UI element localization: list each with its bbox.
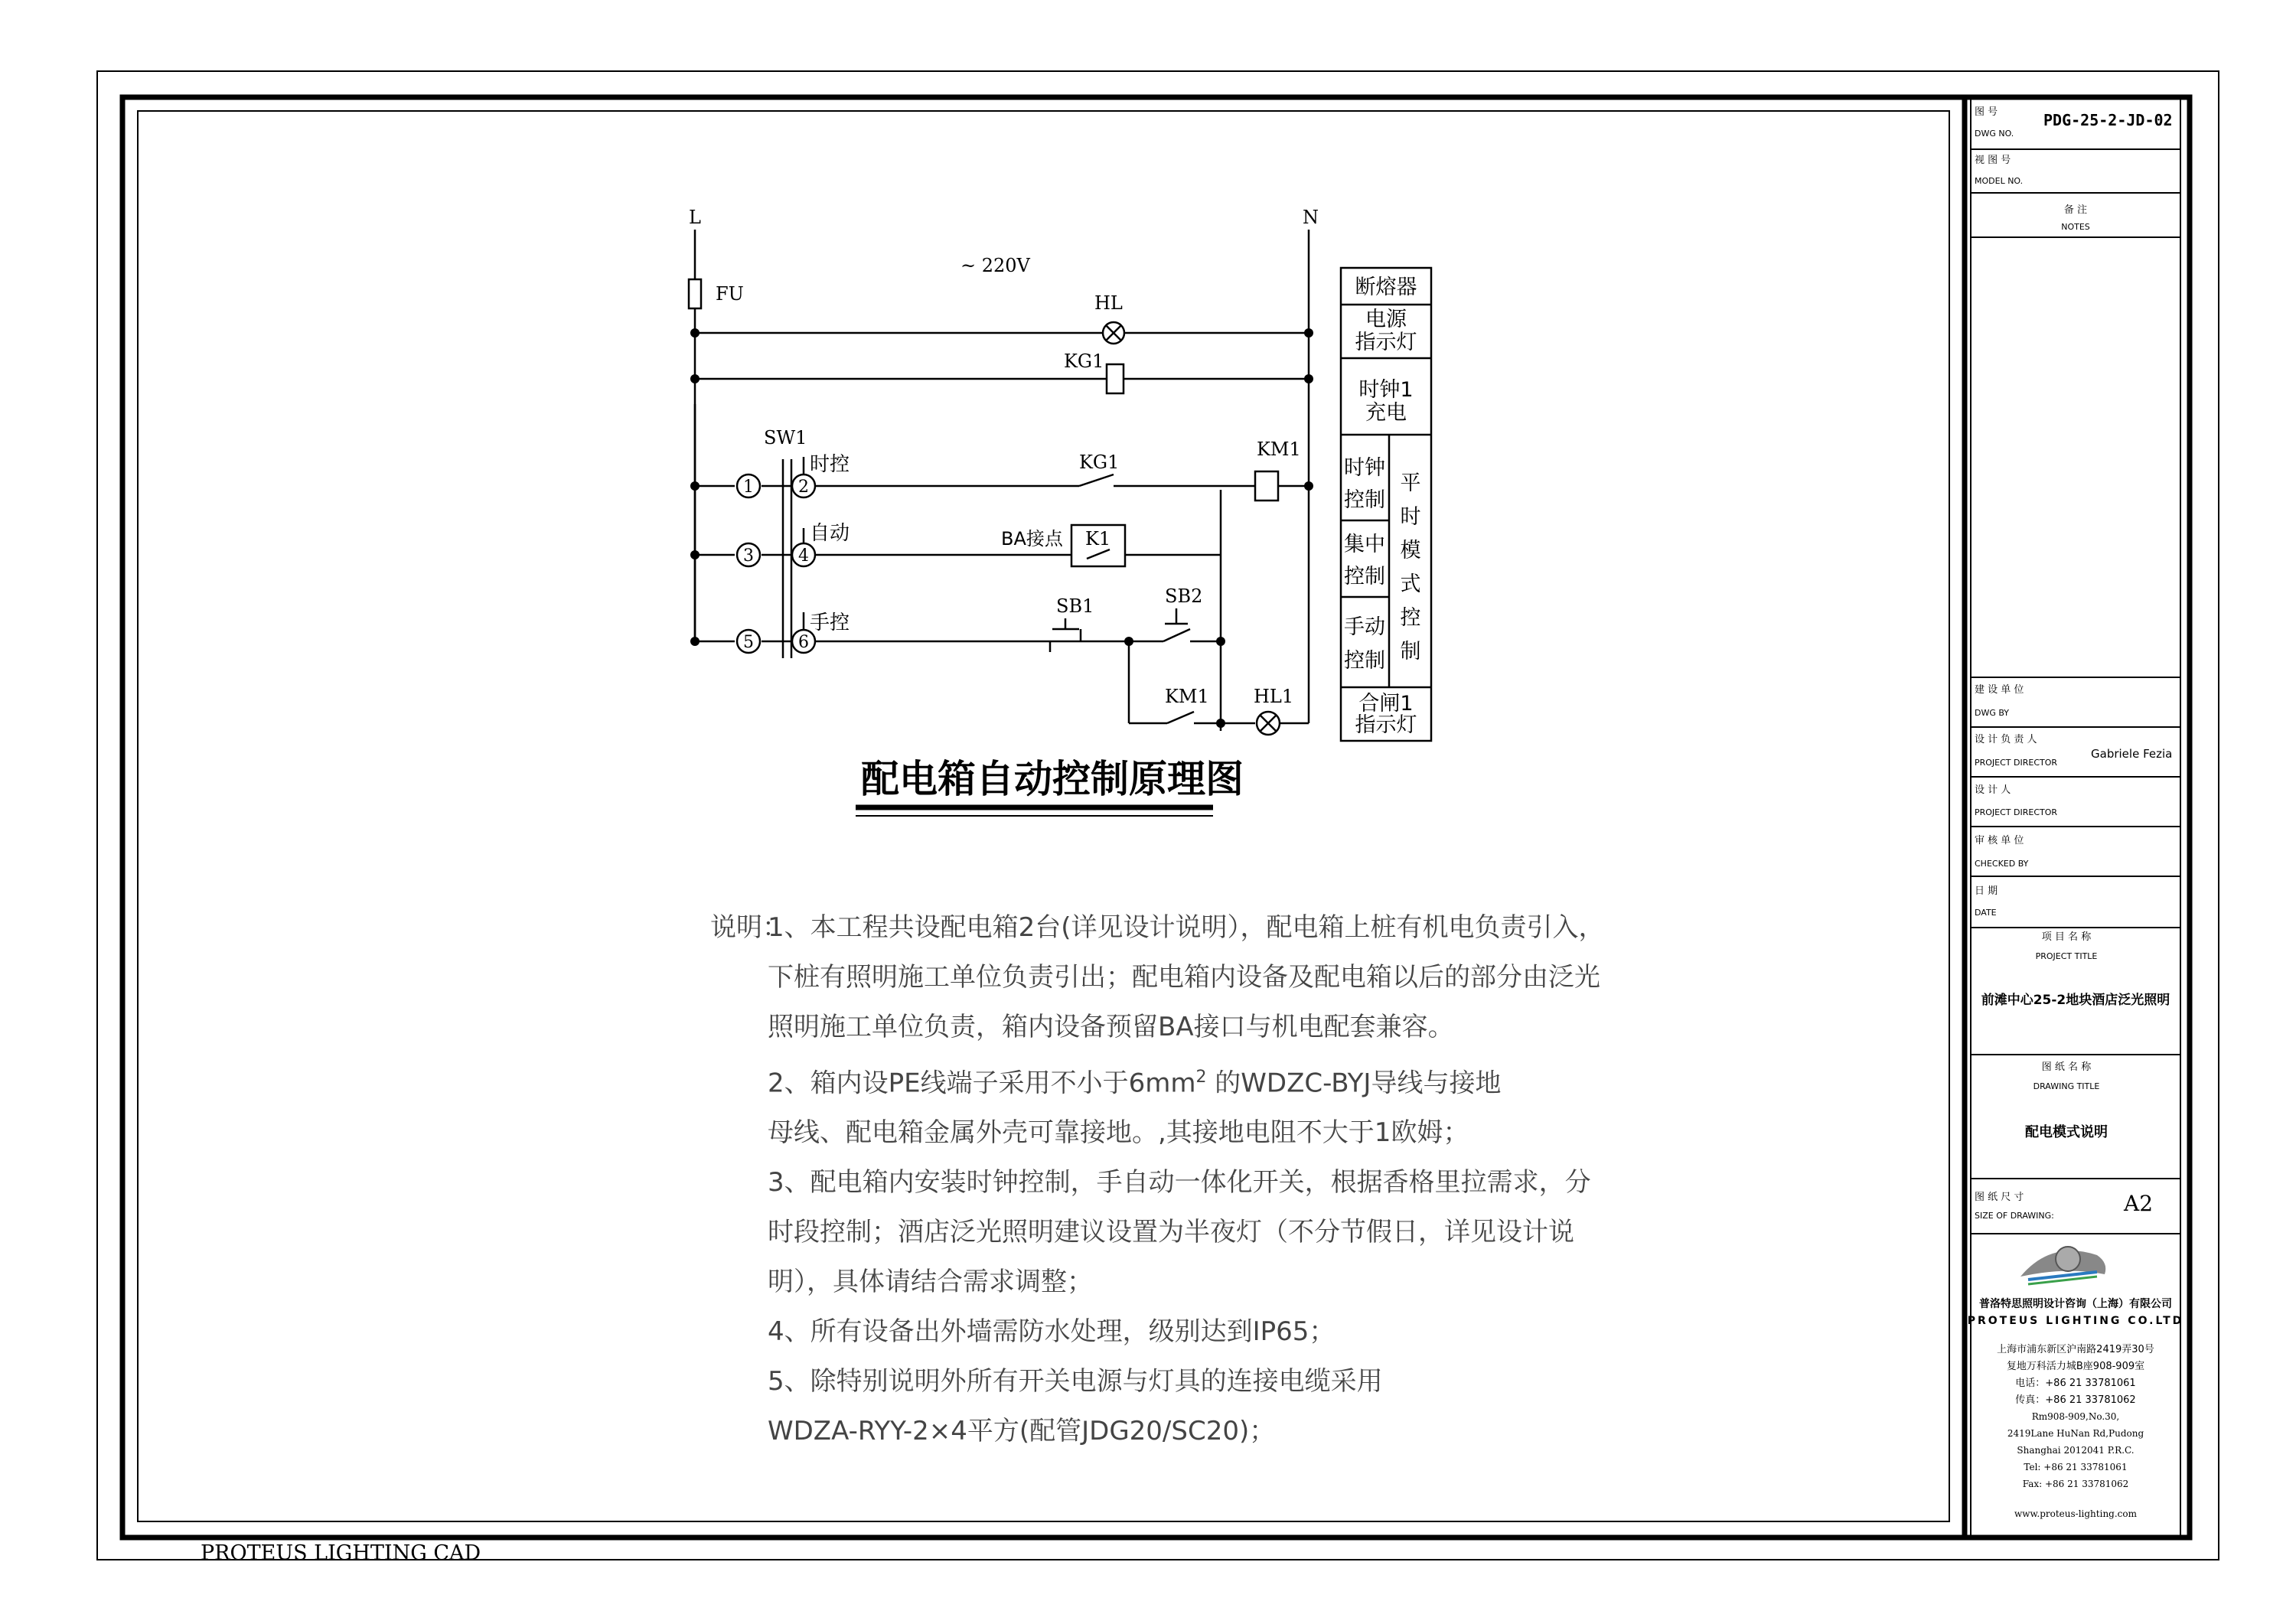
selector-num-4: 4 (798, 546, 809, 566)
mode-auto-label: 自动 (810, 522, 850, 545)
address-1: 上海市浦东新区沪南路2419弄30号 (1997, 1344, 2154, 1355)
dwg-by-cn: 建 设 单 位 (1975, 684, 2024, 696)
notes-lead: 说明： (710, 912, 788, 943)
aux-km1-label: KM1 (1165, 686, 1209, 707)
address-3: 电话：+86 21 33781061 (2015, 1378, 2136, 1389)
selector-num-6: 6 (798, 633, 809, 652)
legend-manual-2: 控制 (1344, 649, 1385, 673)
address-7: Shanghai 2012041 P.R.C. (2017, 1445, 2135, 1456)
legend-close-1: 合闸1 (1358, 692, 1414, 716)
legend-power-1: 电源 (1365, 308, 1407, 331)
legend-clock-2: 控制 (1344, 488, 1385, 512)
legend-charge-2: 充电 (1365, 401, 1407, 425)
notes-line-3: 照明施工单位负责，箱内设备预留BA接口与机电配套兼容。 (768, 1012, 1454, 1042)
company-logo-icon (2020, 1247, 2105, 1284)
mode-manual-label: 手控 (810, 611, 850, 634)
date-cn: 日 期 (1975, 885, 1998, 897)
legend-mode-6: 制 (1400, 640, 1421, 664)
diagram-title: 配电箱自动控制原理图 (861, 757, 1244, 801)
contactor-km1-label: KM1 (1257, 439, 1301, 460)
website: www.proteus-lighting.com (2014, 1508, 2138, 1519)
drawing-title: 配电模式说明 (2025, 1124, 2108, 1140)
legend-fuse: 断熔器 (1355, 276, 1417, 299)
project-en: PROJECT TITLE (2035, 951, 2098, 961)
checked-en: CHECKED BY (1975, 859, 2029, 869)
footer-text: PROTEUS LIGHTING CAD (201, 1541, 481, 1565)
notes-line-2: 下桩有照明施工单位负责引出；配电箱内设备及配电箱以后的部分由泛光 (768, 962, 1600, 993)
legend-mode-2: 时 (1400, 505, 1421, 529)
rail-n-label: N (1303, 207, 1319, 228)
fuse-symbol (689, 279, 701, 308)
address-9: Fax: +86 21 33781062 (2022, 1479, 2129, 1489)
notes-line-4: 2、箱内设PE线端子采用不小于$6mm^2$ 的WDZC-BYJ导线与接地 (768, 1068, 1502, 1099)
director-name: Gabriele Fezia (2091, 747, 2173, 761)
notes-line-6: 3、配电箱内安装时钟控制，手自动一体化开关，根据香格里拉需求，分 (768, 1167, 1591, 1198)
selector-num-2: 2 (798, 478, 809, 497)
ba-contact-label: BA接点 (1001, 528, 1063, 549)
address-2: 复地万科活力城B座908-909室 (2006, 1361, 2145, 1372)
address-5: Rm908-909,No.30, (2031, 1411, 2120, 1422)
notes-line-9: 4、所有设备出外墙需防水处理，级别达到IP65； (768, 1316, 1336, 1348)
designer-cn: 设 计 人 (1975, 784, 2011, 796)
size-value: A2 (2124, 1191, 2154, 1216)
mode-time-label: 时控 (810, 453, 850, 476)
relay-k1-label: K1 (1085, 528, 1111, 549)
project-title: 前滩中心25-2地块酒店泛光照明 (1981, 993, 2170, 1008)
dwg-no-en: DWG NO. (1975, 129, 2014, 139)
legend-central-2: 控制 (1344, 565, 1385, 589)
dwg-no-cn: 图 号 (1975, 106, 1998, 118)
design-notes (710, 903, 1605, 1456)
notes-cn: 备 注 (2063, 204, 2088, 216)
drawing-en: DRAWING TITLE (2033, 1081, 2100, 1091)
notes-line-7: 时段控制；酒店泛光照明建议设置为半夜灯（不分节假日，详见设计说 (768, 1217, 1574, 1248)
drawing-cn: 图 纸 名 称 (2041, 1061, 2092, 1073)
project-cn: 项 目 名 称 (2041, 931, 2092, 943)
button-sb2-label: SB2 (1165, 585, 1203, 607)
legend-manual-1: 手动 (1344, 615, 1385, 639)
address-4: 传真：+86 21 33781062 (2015, 1394, 2136, 1406)
director-en: PROJECT DIRECTOR (1975, 758, 2058, 768)
dwg-by-en: DWG BY (1975, 708, 2010, 718)
date-en: DATE (1975, 908, 1997, 918)
director-cn: 设 计 负 责 人 (1975, 734, 2037, 745)
address-8: Tel: +86 21 33781061 (2024, 1462, 2128, 1472)
fuse-label: FU (716, 283, 744, 305)
legend-charge-1: 时钟1 (1358, 378, 1414, 402)
dwg-no-value: PDG-25-2-JD-02 (2043, 111, 2173, 129)
legend-central-1: 集中 (1344, 533, 1385, 556)
notes-line-10: 5、除特别说明外所有开关电源与灯具的连接电缆采用 (768, 1366, 1383, 1397)
contactor-km1-coil (1255, 471, 1278, 501)
legend-clock-1: 时钟 (1344, 456, 1385, 480)
designer-en: PROJECT DIRECTOR (1975, 807, 2058, 817)
notes-line-11: WDZA-RYY-2×4平方(配管JDG20/SC20)； (768, 1416, 1276, 1447)
voltage-label: ~ 220V (960, 255, 1030, 276)
checked-cn: 审 核 单 位 (1975, 835, 2024, 846)
button-sb1-label: SB1 (1056, 595, 1094, 617)
notes-en: NOTES (2061, 222, 2090, 232)
notes-line-1: 说明：1、本工程共设配电箱2台(详见设计说明），配电箱上桩有机电负责引入， (710, 903, 1514, 953)
contact-kg1-label: KG1 (1079, 452, 1120, 473)
rail-l-label: L (689, 207, 701, 228)
coil-kg1-label: KG1 (1064, 351, 1104, 372)
notes-superscript: 2 (1195, 1068, 1207, 1087)
legend-mode-5: 控 (1400, 606, 1421, 630)
selector-label: SW1 (764, 427, 807, 448)
notes-line-5: 母线、配电箱金属外壳可靠接地。,其接地电阻不大于1欧姆； (768, 1117, 1469, 1149)
selector-num-1: 1 (743, 478, 754, 497)
address-6: 2419Lane HuNan Rd,Pudong (2007, 1428, 2144, 1439)
legend-mode-1: 平 (1400, 471, 1421, 495)
legend-mode-3: 模 (1400, 539, 1421, 563)
model-no-cn: 视 图 号 (1975, 155, 2011, 166)
notes-line-8: 明），具体请结合需求调整； (768, 1267, 1093, 1298)
company-name-cn: 普洛特思照明设计咨询（上海）有限公司 (1979, 1298, 2172, 1310)
company-name-en: PROTEUS LIGHTING CO.LTD (1967, 1315, 2184, 1327)
model-no-en: MODEL NO. (1975, 176, 2024, 186)
coil-kg1-symbol (1107, 364, 1124, 393)
lamp-hl1-label: HL1 (1254, 686, 1294, 707)
selector-num-3: 3 (743, 546, 754, 566)
lamp-hl-label: HL (1094, 292, 1123, 314)
legend-power-2: 指示灯 (1355, 331, 1417, 354)
size-cn: 图 纸 尺 寸 (1975, 1192, 2024, 1203)
selector-num-5: 5 (743, 633, 754, 652)
size-en: SIZE OF DRAWING: (1975, 1211, 2054, 1221)
legend-close-2: 指示灯 (1355, 713, 1417, 737)
legend-mode-4: 式 (1400, 572, 1421, 596)
